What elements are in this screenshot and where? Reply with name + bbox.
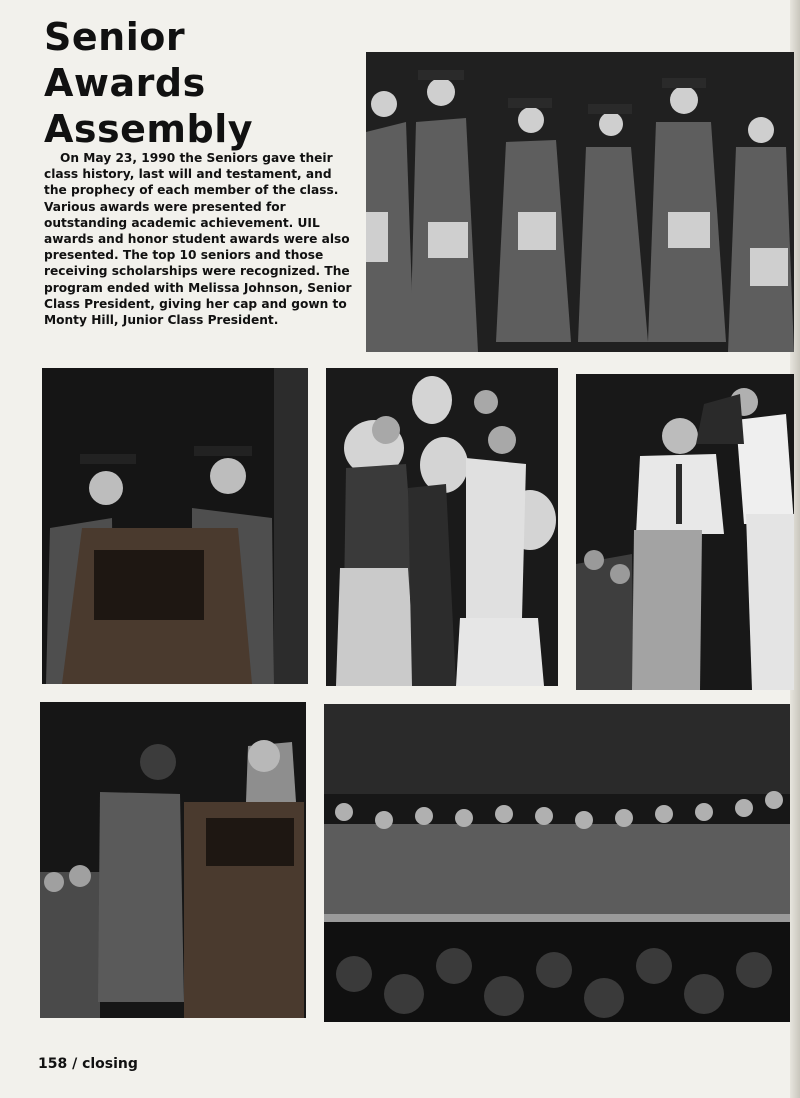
photo-handshake-on-stage <box>576 374 794 690</box>
photo-cap-and-gown-exchange <box>40 702 306 1018</box>
page-title: Senior Awards Assembly <box>44 15 254 151</box>
photo-seniors-with-certificates <box>366 52 794 352</box>
page-folio: 158 / closing <box>38 1056 138 1072</box>
photo-graduates-on-stage-with-audience <box>324 704 790 1022</box>
photo-students-with-balloons <box>326 368 558 686</box>
photo-graduates-at-podium <box>42 368 308 684</box>
article-body: On May 23, 1990 the Seniors gave their class history, last will and testament, and the prophecy of each member of the class. Various awards were presented for outstanding academic achievement. UIL awards and honor student awards were also presented. The top 10 seniors and those receiving scholarships were recognized. The program ended with Melissa Johnson, Senior Class President, giving her cap and gown to Monty Hill, Junior Class President. <box>44 151 352 328</box>
